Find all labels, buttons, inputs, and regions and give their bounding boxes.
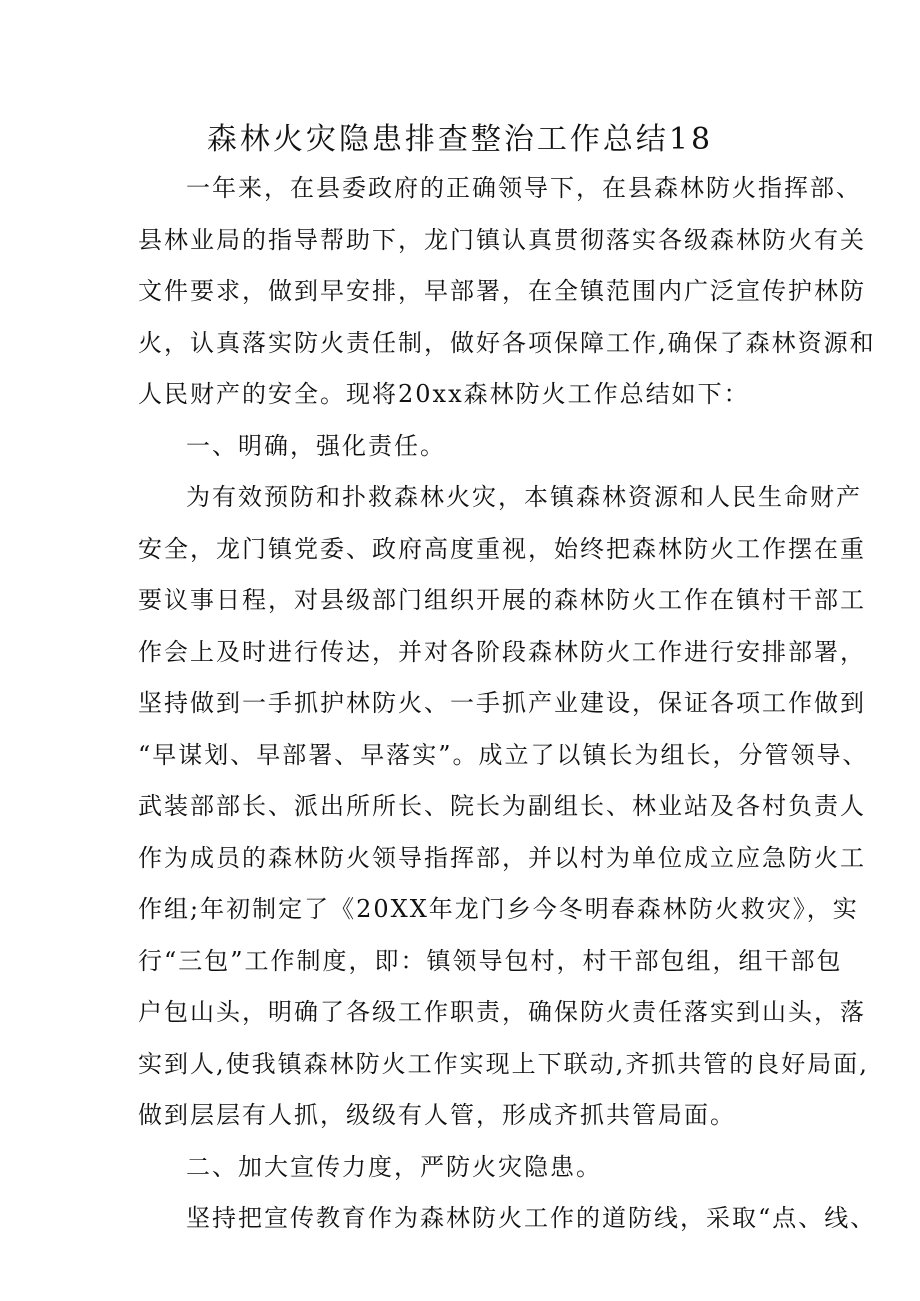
paragraph-line: 做到层层有人抓，级级有人管，形成齐抓共管局面。: [138, 1101, 736, 1129]
section-heading: 二、加大宣传力度，严防火灾隐患。: [186, 1152, 602, 1181]
paragraph-line: 人民财产的安全。现将20xx森林防火工作总结如下：: [138, 380, 750, 408]
document-title: 森林火灾隐患排查整治工作总结18: [206, 122, 714, 157]
paragraph-line: 户包山头，明确了各级工作职责，确保防火责任落实到山头，落: [138, 998, 866, 1026]
paragraph-line: 文件要求，做到早安排，早部署，在全镇范围内广泛宣传护林防: [138, 277, 866, 305]
section-heading: 一、明确，强化责任。: [186, 431, 446, 460]
paragraph-line: 坚持做到一手抓护林防火、一手抓产业建设，保证各项工作做到: [138, 689, 866, 717]
paragraph-line: 为有效预防和扑救森林火灾，本镇森林资源和人民生命财产: [186, 483, 862, 511]
paragraph-line: 安全，龙门镇党委、政府高度重视，始终把森林防火工作摆在重: [138, 534, 866, 563]
paragraph-line: 武装部部长、派出所所长、院长为副组长、林业站及各村负责人: [138, 792, 866, 820]
paragraph-line: “早谋划、早部署、早落实”。成立了以镇长为组长，分管领导、: [138, 740, 869, 769]
paragraph-line: 坚持把宣传教育作为森林防火工作的道防线，采取“点、线、: [186, 1204, 877, 1232]
paragraph-line: 作为成员的森林防火领导指挥部，并以村为单位成立应急防火工: [138, 843, 866, 872]
paragraph-line: 一年来，在县委政府的正确领导下，在县森林防火指挥部、: [186, 174, 862, 202]
paragraph-line: 火，认真落实防火责任制，做好各项保障工作,确保了森林资源和: [138, 328, 876, 357]
paragraph-line: 实到人,使我镇森林防火工作实现上下联动,齐抓共管的良好局面,: [138, 1049, 869, 1078]
paragraph-line: 作会上及时进行传达，并对各阶段森林防火工作进行安排部署，: [138, 637, 866, 666]
paragraph-line: 要议事日程，对县级部门组织开展的森林防火工作在镇村干部工: [138, 586, 866, 614]
paragraph-line: 县林业局的指导帮助下，龙门镇认真贯彻落实各级森林防火有关: [138, 225, 866, 254]
paragraph-line: 行“三包”工作制度，即：镇领导包村，村干部包组，组干部包: [138, 946, 843, 975]
paragraph-line: 作组;年初制定了《20XX年龙门乡今冬明春森林防火救灾》，实: [138, 895, 859, 923]
